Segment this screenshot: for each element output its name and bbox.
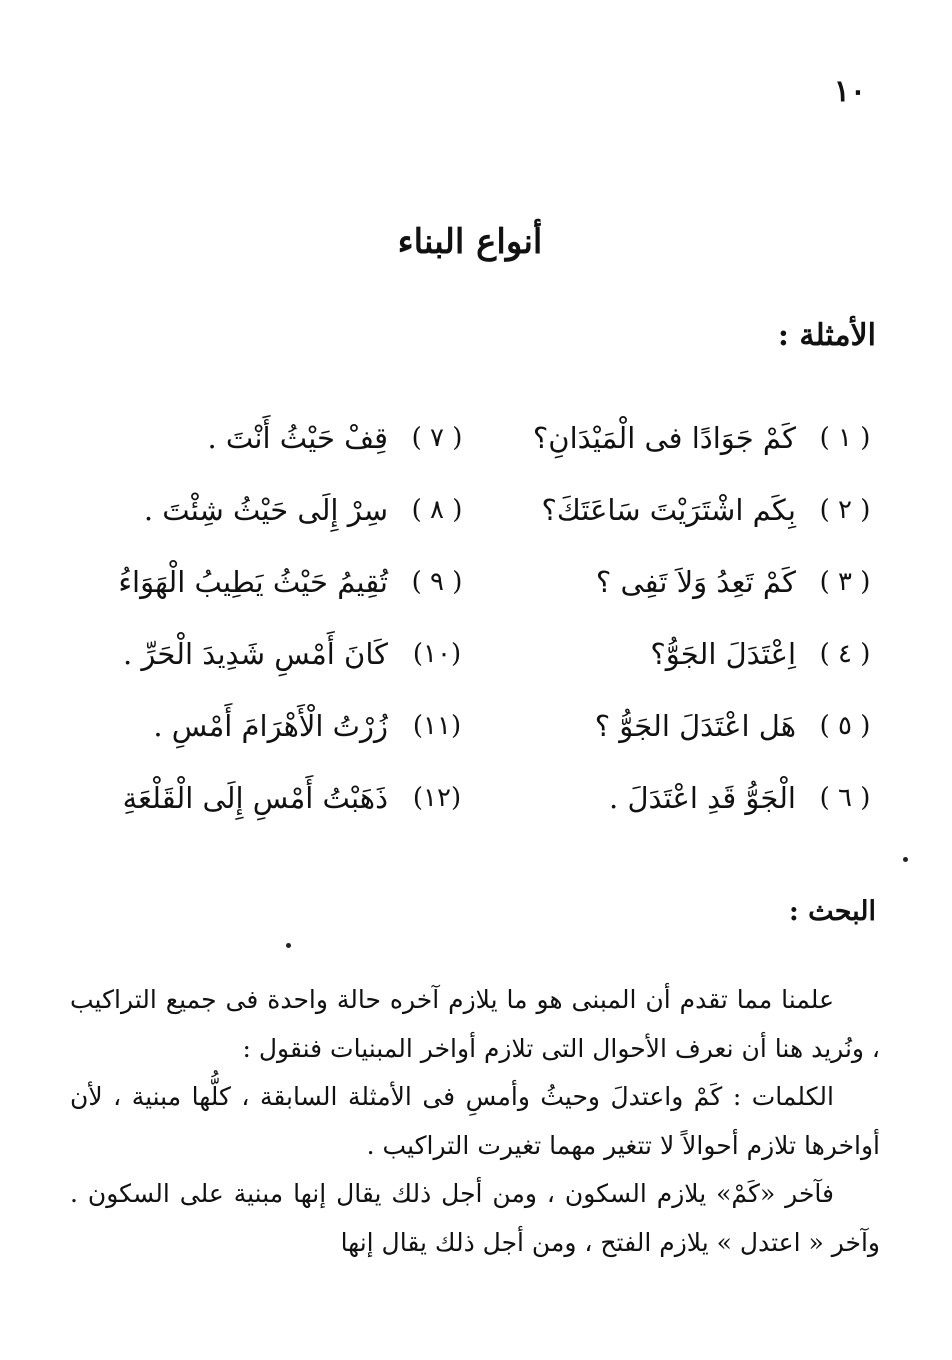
example-text: كَانَ أَمْسِ شَدِيدَ الْحَرِّ .	[122, 637, 388, 671]
example-number: (١٠)	[412, 639, 462, 669]
example-text: الْجَوُّ قَدِ اعْتَدَلَ .	[609, 781, 796, 815]
examples-heading: الأمثلة :	[777, 318, 876, 353]
page-number: ١٠	[833, 74, 866, 109]
examples-row	[60, 552, 880, 624]
paragraph: فآخر «كَمْ» يلازم السكون ، ومن أجل ذلك يقال إنها مبنية على السكون . وآخر « اعتدل » يلازم الفتح ، ومن أجل ذلك يقال إنها	[70, 1179, 880, 1257]
example-text: سِرْ إِلَى حَيْثُ شِئْتَ .	[143, 493, 388, 527]
examples-list	[60, 408, 880, 840]
example-item	[60, 480, 472, 540]
example-text: اِعْتَدَلَ الجَوُّ؟	[650, 637, 796, 671]
example-number: ( ٢ )	[819, 495, 871, 525]
example-text: كَمْ تَعِدُ وَلاَ تَفِى ؟	[595, 565, 796, 599]
example-item	[60, 768, 472, 828]
examples-row	[60, 480, 880, 552]
examples-row	[60, 696, 880, 768]
research-heading: البحث :	[788, 896, 876, 927]
example-item	[510, 480, 880, 540]
example-item	[60, 552, 472, 612]
paragraph: الكلمات : كَمْ واعتدلَ وحيثُ وأمسِ فى الأمثلة السابقة ، كلُّها مبنية ، لأن أواخرها تلازم أحوالاً لا تتغير مهما تغيرت التراكيب .	[70, 1082, 880, 1160]
example-item	[60, 696, 472, 756]
example-item	[510, 624, 880, 684]
example-text: قِفْ حَيْثُ أَنْتَ .	[207, 421, 388, 455]
example-text: هَل اعْتَدَلَ الجَوُّ ؟	[594, 709, 796, 743]
paragraph: علمنا مما تقدم أن المبنى هو ما يلازم آخره حالة واحدة فى جميع التراكيب ، ونُريد هنا أن نعرف الأحوال التى تلازم أواخر المبنيات فنقول :	[70, 985, 880, 1063]
example-number: ( ٥ )	[819, 711, 871, 741]
example-number: ( ٨ )	[411, 495, 463, 525]
page-title: أنواع البناء	[397, 222, 543, 262]
print-speck	[286, 943, 291, 948]
example-text: ذَهَبْتُ أَمْسِ إِلَى الْقَلْعَةِ	[122, 781, 388, 815]
example-number: ( ٦ )	[819, 783, 871, 813]
research-body	[70, 976, 880, 1267]
example-item	[60, 408, 472, 468]
example-item	[60, 624, 472, 684]
example-text: تُقِيمُ حَيْثُ يَطِيبُ الْهَوَاءُ	[118, 565, 388, 599]
example-number: ( ٤ )	[819, 639, 871, 669]
example-text: كَمْ جَوَادًا فى الْمَيْدَانِ؟	[532, 421, 796, 455]
example-item	[510, 696, 880, 756]
example-number: ( ١ )	[819, 423, 871, 453]
example-number: (١١)	[412, 711, 462, 741]
example-text: زُرْتُ الْأَهْرَامَ أَمْسِ .	[153, 709, 388, 743]
example-item	[510, 552, 880, 612]
print-speck	[903, 857, 908, 862]
example-number: ( ٧ )	[411, 423, 463, 453]
example-text: بِكَم اشْتَرَيْتَ سَاعَتَكَ؟	[541, 493, 796, 527]
example-number: (١٢)	[412, 783, 462, 813]
examples-row	[60, 408, 880, 480]
example-item	[510, 768, 880, 828]
examples-row	[60, 768, 880, 840]
example-number: ( ٣ )	[819, 567, 871, 597]
example-number: ( ٩ )	[411, 567, 463, 597]
examples-row	[60, 624, 880, 696]
example-item	[510, 408, 880, 468]
